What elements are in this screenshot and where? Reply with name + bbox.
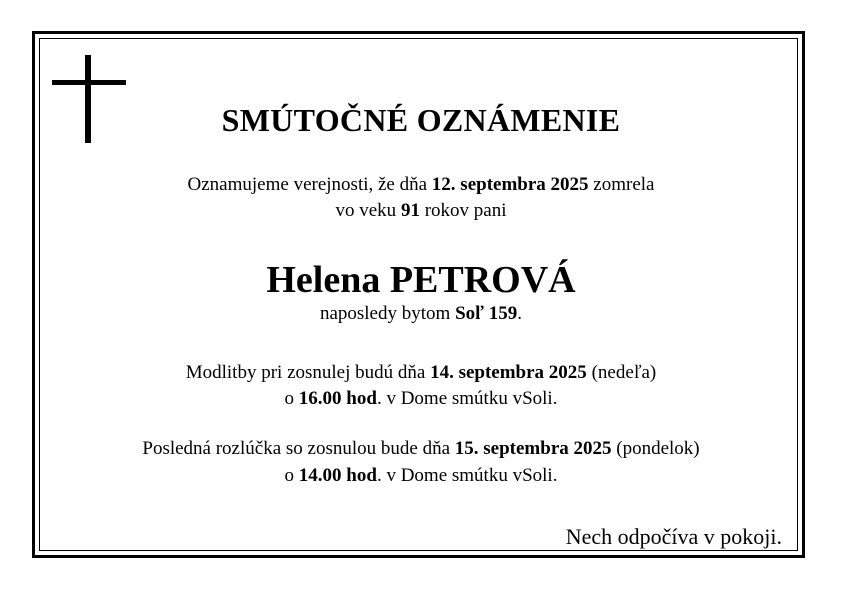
residence: Soľ 159 xyxy=(455,303,518,324)
intro-text-2: zomrela xyxy=(588,174,655,195)
prayers-line-2 xyxy=(0,387,842,411)
prayers-time: 16.00 hod xyxy=(298,388,377,409)
prayers-text-2: (nedeľa) xyxy=(586,362,657,383)
deceased-name: Helena PETROVÁ xyxy=(266,259,576,301)
death-date: 12. septembra 2025 xyxy=(431,174,589,195)
farewell-time: 14.00 hod xyxy=(298,465,377,486)
farewell-time-prefix: o xyxy=(284,465,299,486)
intro-text-1: Oznamujeme verejnosti, že dňa xyxy=(187,174,432,195)
prayers-line-1 xyxy=(0,361,842,385)
intro-text-4: rokov pani xyxy=(419,200,507,221)
farewell-line-2 xyxy=(0,464,842,488)
farewell-date: 15. septembra 2025 xyxy=(454,438,612,459)
farewell-place: . v Dome smútku vSoli. xyxy=(376,465,558,486)
prayers-date: 14. septembra 2025 xyxy=(430,362,587,383)
residence-prefix: naposledy bytom xyxy=(319,303,456,324)
residence-line xyxy=(0,302,842,326)
notice-title: SMÚTOČNÉ OZNÁMENIE xyxy=(221,102,621,138)
prayers-text-1: Modlitby pri zosnulej budú dňa xyxy=(185,362,431,383)
cross-horizontal-bar xyxy=(52,80,126,85)
residence-suffix: . xyxy=(517,303,523,324)
intro-text-3: vo veku xyxy=(335,200,401,221)
prayers-time-prefix: o xyxy=(284,388,299,409)
farewell-line-1 xyxy=(0,437,842,461)
intro-line-2 xyxy=(0,199,842,223)
farewell-text-2: (pondelok) xyxy=(611,438,700,459)
farewell-text-1: Posledná rozlúčka so zosnulou bude dňa xyxy=(142,438,455,459)
prayers-place: . v Dome smútku vSoli. xyxy=(376,388,558,409)
intro-line-1 xyxy=(0,173,842,197)
closing-text: Nech odpočíva v pokoji. xyxy=(565,524,782,549)
age: 91 xyxy=(400,200,420,221)
